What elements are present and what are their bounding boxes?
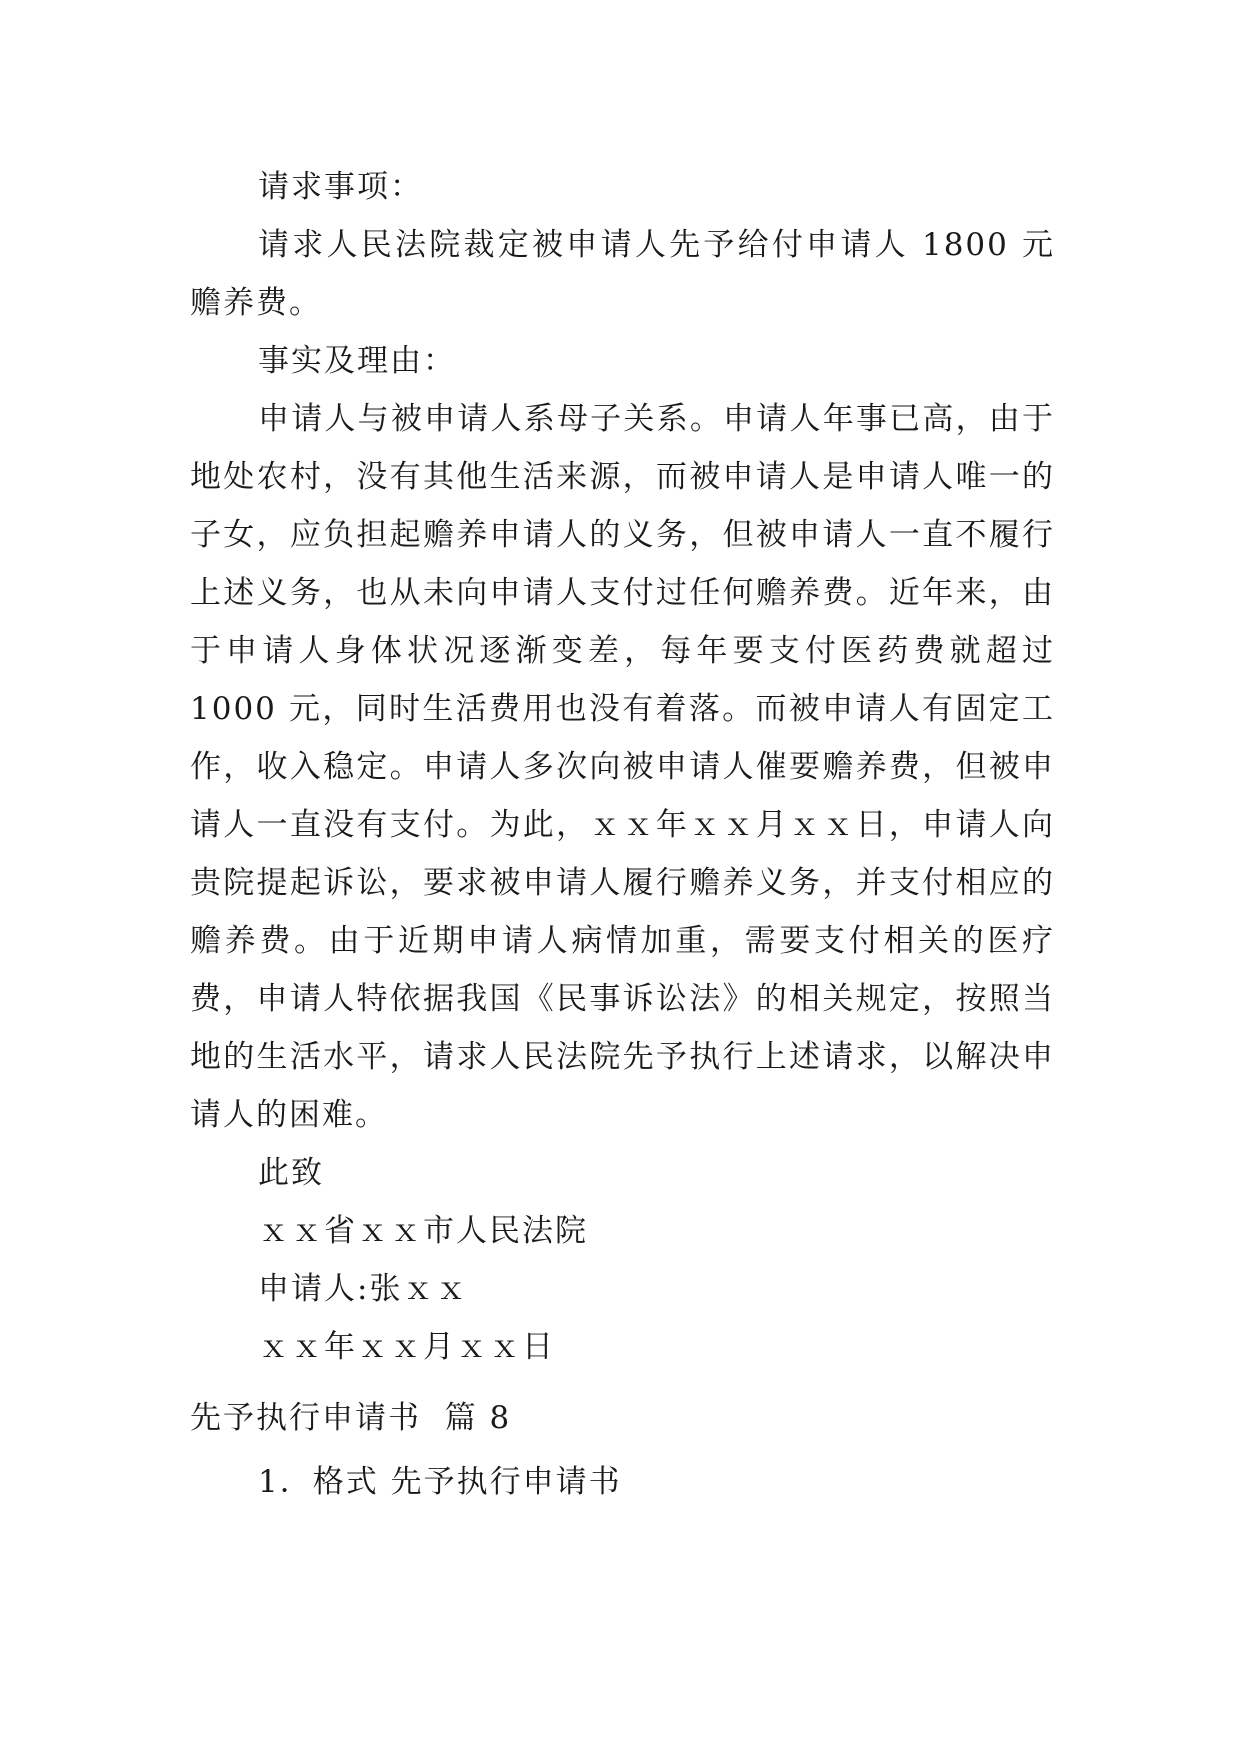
salutation: 此致 (258, 1155, 324, 1191)
applicant-signature: 申请人:张ｘｘ (258, 1271, 469, 1307)
claims-heading: 请求事项： (258, 169, 423, 205)
facts-heading: 事实及理由： (258, 343, 456, 379)
section-item: 1．格式 先予执行申请书 (258, 1464, 622, 1500)
document-date: ｘｘ年ｘｘ月ｘｘ日 (258, 1329, 555, 1365)
document-body (190, 158, 1055, 1376)
next-section (190, 1386, 1055, 1514)
claims-paragraph: 请求人民法院裁定被申请人先予给付申请人 1800 元赡养费。 (190, 227, 1055, 321)
section-title: 先予执行申请书 篇 8 (190, 1400, 512, 1436)
recipient-court: ｘｘ省ｘｘ市人民法院 (258, 1213, 588, 1249)
facts-paragraph: 申请人与被申请人系母子关系。申请人年事已高，由于地处农村，没有其他生活来源，而被申请人是申请人唯一的子女，应负担起赡养申请人的义务，但被申请人一直不履行上述义务，也从未向申请人支付过任何赡养费。近年来，由于申请人身体状况逐渐变差，每年要支付医药费就超过 1000 元，同时生活费用也没有着落。而被申请人有固定工作，收入稳定。申请人多次向被申请人催要赡养费，但被申请人一直没有支付。为此，ｘｘ年ｘｘ月ｘｘ日，申请人向贵院提起诉讼，要求被申请人履行赡养义务，并支付相应的赡养费。由于近期申请人病情加重，需要支付相关的医疗费，申请人特依据我国《民事诉讼法》的相关规定，按照当地的生活水平，请求人民法院先予执行上述请求，以解决申请人的困难。 (190, 401, 1055, 1133)
